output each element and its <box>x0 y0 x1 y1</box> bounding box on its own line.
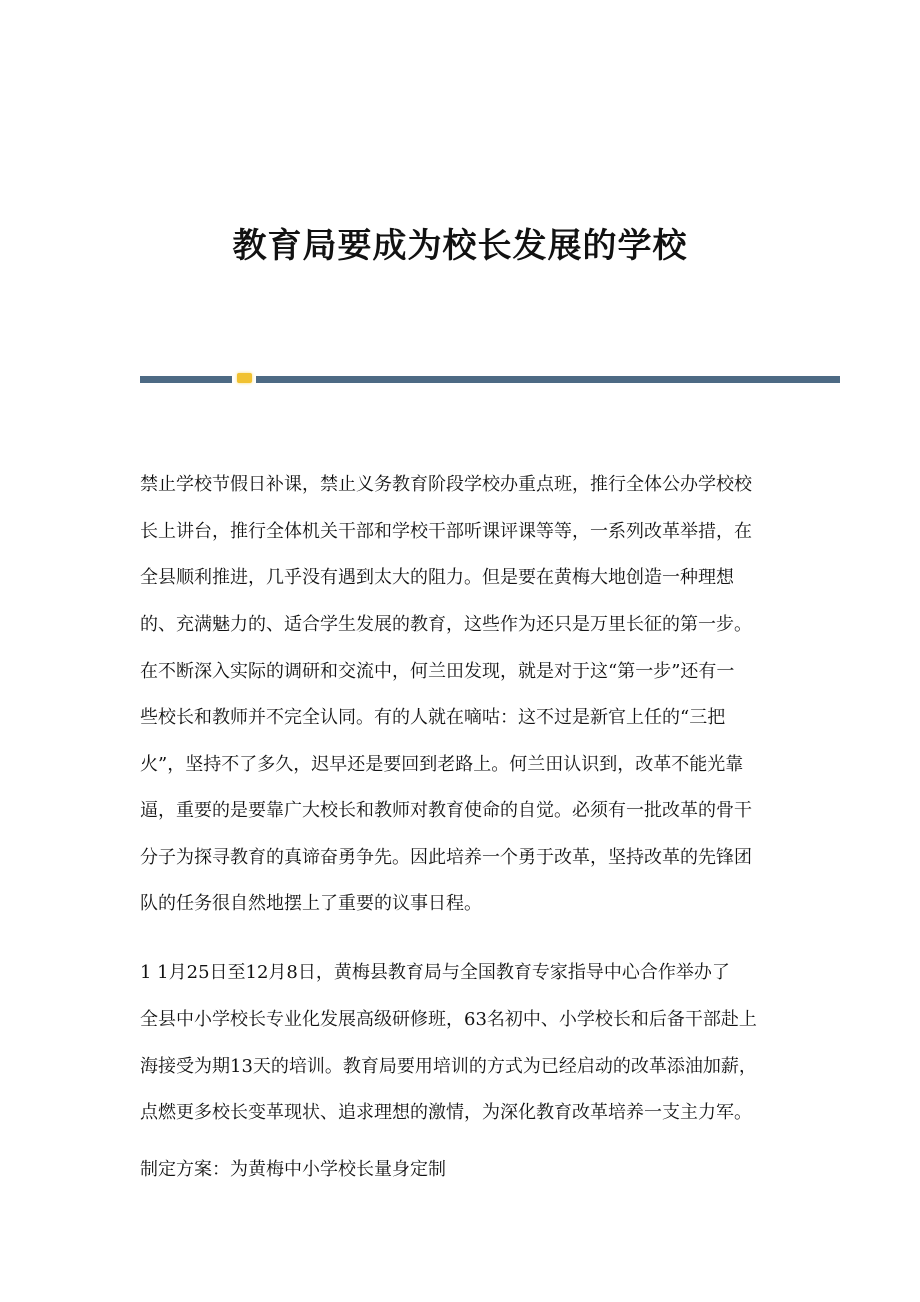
paragraph-line: 点燃更多校长变革现状、追求理想的激情，为深化教育改革培养一支主力军。 <box>140 1102 752 1123</box>
title-divider-left <box>140 376 232 383</box>
paragraph-line: 火”，坚持不了多久，迟早还是要回到老路上。何兰田认识到，改革不能光靠 <box>140 754 744 775</box>
paragraph-line: 逼，重要的是要靠广大校长和教师对教育使命的自觉。必须有一批改革的骨干 <box>140 800 752 821</box>
paragraph-line: 分子为探寻教育的真谛奋勇争先。因此培养一个勇于改革，坚持改革的先锋团 <box>140 847 752 868</box>
paragraph-line: 禁止学校节假日补课，禁止义务教育阶段学校办重点班，推行全体公办学校校 <box>140 474 752 495</box>
paragraph-line: 1 1月25日至12月8日，黄梅县教育局与全国教育专家指导中心合作举办了 <box>140 962 730 983</box>
paragraph-line: 些校长和教师并不完全认同。有的人就在嘀咕：这不过是新官上任的“三把 <box>140 707 726 728</box>
paragraph-line: 队的任务很自然地摆上了重要的议事日程。 <box>140 893 482 914</box>
paragraph-line: 海接受为期13天的培训。教育局要用培训的方式为已经启动的改革添油加薪， <box>140 1056 757 1077</box>
page-title: 教育局要成为校长发展的学校 <box>232 226 688 266</box>
paragraph-line: 的、充满魅力的、适合学生发展的教育，这些作为还只是万里长征的第一步。 <box>140 614 752 635</box>
paragraph-line: 全县中小学校长专业化发展高级研修班，63名初中、小学校长和后备干部赴上 <box>140 1009 757 1030</box>
paragraph-line: 长上讲台，推行全体机关干部和学校干部听课评课等等，一系列改革举措，在 <box>140 521 752 542</box>
section-heading: 制定方案：为黄梅中小学校长量身定制 <box>140 1159 446 1180</box>
title-divider-right <box>256 376 840 383</box>
paragraph-line: 全县顺利推进，几乎没有遇到太大的阻力。但是要在黄梅大地创造一种理想 <box>140 567 734 588</box>
divider-ornament-icon <box>237 373 252 383</box>
paragraph-line: 在不断深入实际的调研和交流中，何兰田发现，就是对于这“第一步”还有一 <box>140 661 735 682</box>
